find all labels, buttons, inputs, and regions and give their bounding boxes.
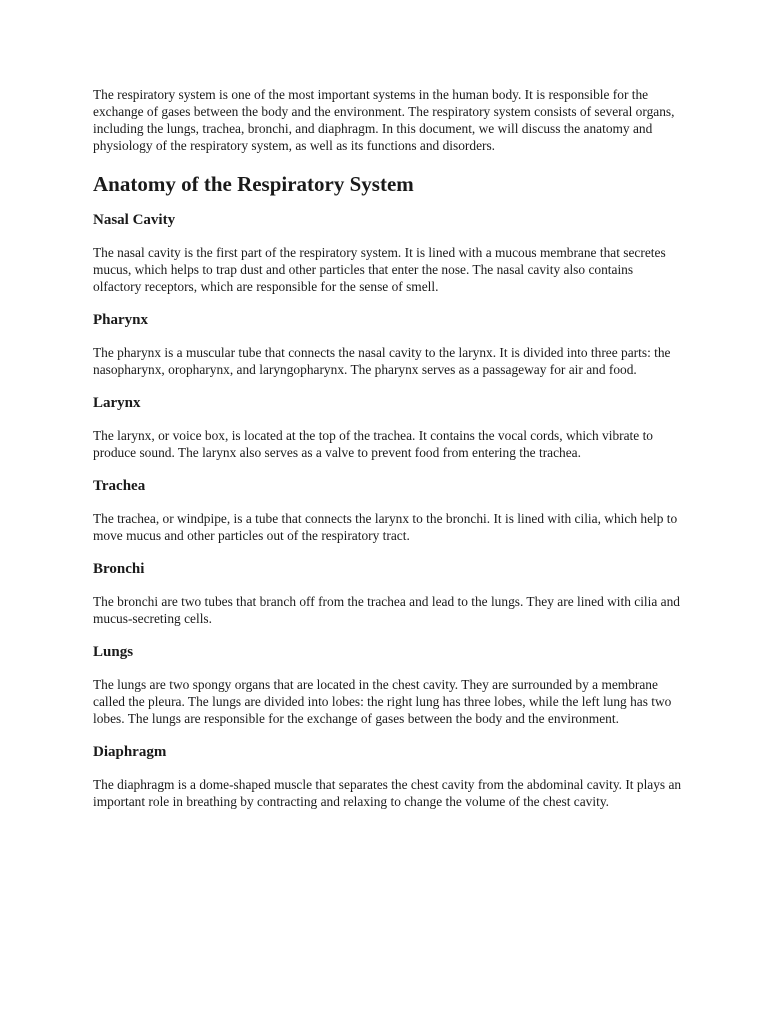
page-title: Anatomy of the Respiratory System bbox=[93, 172, 414, 196]
intro-paragraph: The respiratory system is one of the most important systems in the human body. It is responsible for the exchange of gases between the body and the environment. The respiratory system consists of several organs, including the lungs, trachea, bronchi, and diaphragm. In this document, we will discuss the anatomy and physiology of the respiratory system, as well as its functions and disorders. bbox=[93, 87, 675, 153]
section-body: The larynx, or voice box, is located at the top of the trachea. It contains the vocal cords, which vibrate to produce sound. The larynx also serves as a valve to prevent food from entering the trachea. bbox=[93, 428, 653, 460]
section-trachea bbox=[93, 476, 683, 544]
section-pharynx bbox=[93, 310, 683, 378]
document-page bbox=[93, 86, 683, 810]
section-nasal-cavity bbox=[93, 210, 683, 295]
section-body: The bronchi are two tubes that branch off from the trachea and lead to the lungs. They are lined with cilia and mucus-secreting cells. bbox=[93, 594, 680, 626]
section-body: The lungs are two spongy organs that are located in the chest cavity. They are surrounded by a membrane called the pleura. The lungs are divided into lobes: the right lung has three lobes, while the left lung has two lobes. The lungs are responsible for the exchange of gases between the body and the environment. bbox=[93, 677, 672, 726]
section-body: The pharynx is a muscular tube that connects the nasal cavity to the larynx. It is divided into three parts: the nasopharynx, oropharynx, and laryngopharynx. The pharynx serves as a passageway for air and food. bbox=[93, 345, 671, 377]
section-heading: Trachea bbox=[93, 478, 146, 494]
section-body: The diaphragm is a dome-shaped muscle that separates the chest cavity from the abdominal cavity. It plays an important role in breathing by contracting and relaxing to change the volume of the chest cavity. bbox=[93, 777, 682, 809]
section-heading: Diaphragm bbox=[93, 744, 167, 760]
section-heading: Bronchi bbox=[93, 561, 145, 577]
section-heading: Lungs bbox=[93, 644, 134, 660]
section-heading: Larynx bbox=[93, 395, 141, 411]
section-heading: Nasal Cavity bbox=[93, 212, 176, 228]
section-bronchi bbox=[93, 559, 683, 627]
section-lungs bbox=[93, 642, 683, 727]
section-diaphragm bbox=[93, 742, 683, 810]
section-body: The trachea, or windpipe, is a tube that connects the larynx to the bronchi. It is lined with cilia, which help to move mucus and other particles out of the respiratory tract. bbox=[93, 511, 678, 543]
section-body: The nasal cavity is the first part of the respiratory system. It is lined with a mucous membrane that secretes mucus, which helps to trap dust and other particles that enter the nose. The nasal cavity also contains olfactory receptors, which are responsible for the sense of smell. bbox=[93, 245, 666, 294]
section-larynx bbox=[93, 393, 683, 461]
section-heading: Pharynx bbox=[93, 312, 149, 328]
